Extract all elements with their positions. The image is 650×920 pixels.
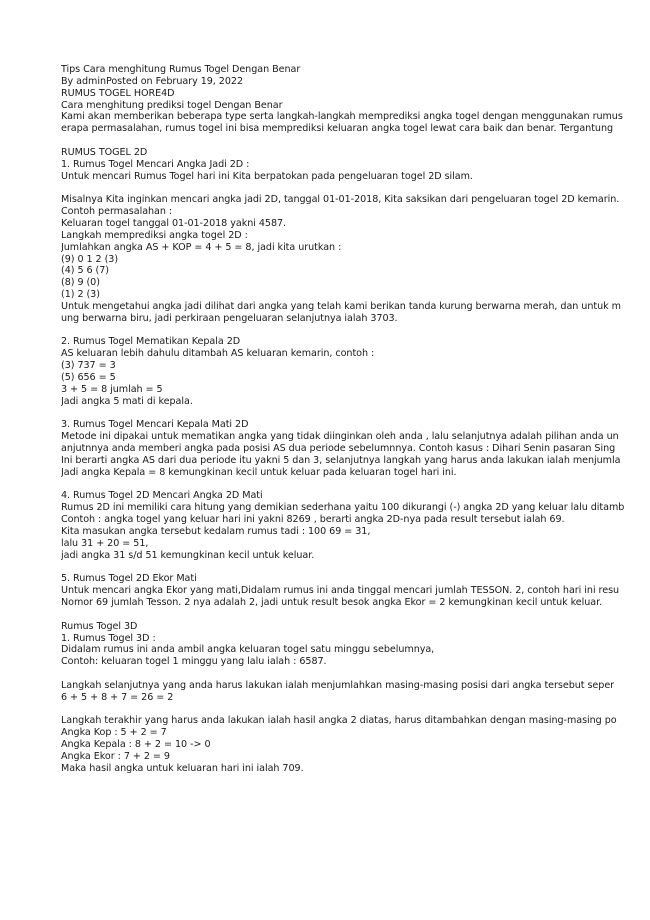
body-line: Misalnya Kita inginkan mencari angka jadi 2D, tanggal 01-01-2018, Kita saksikan dari pengeluaran togel 2D kemarin. [61,194,620,206]
subsection-title: 4. Rumus Togel 2D Mencari Angka 2D Mati [61,490,263,502]
body-line: AS keluaran lebih dahulu ditambah AS keluaran kemarin, contoh : [61,348,375,360]
body-line: jadi angka 31 s/d 51 kemungkinan kecil untuk keluar. [61,549,315,561]
body-line: Contoh permasalahan : [61,206,173,218]
body-line: Didalam rumus ini anda ambil angka keluaran togel satu minggu sebelumnya, [61,644,435,656]
subsection-title: 1. Rumus Togel Mencari Angka Jadi 2D : [61,158,250,170]
subsection-title: 1. Rumus Togel 3D : [61,632,156,644]
body-line: (5) 656 = 5 [61,371,116,383]
subtitle: Cara menghitung prediksi togel Dengan Benar [61,99,283,111]
body-line: Kita masukan angka tersebut kedalam rumus tadi : 100 69 = 31, [61,525,371,537]
body-line: anjutnnya anda memberi angka pada posisi AS dua periode sebelumnnya. Contoh kasus : Dihari Senin pasaran Sing [61,443,616,454]
body-line: Angka Kepala : 8 + 2 = 10 -> 0 [61,739,211,751]
body-line: Langkah terakhir yang harus anda lakukan ialah hasil angka 2 diatas, harus ditambahkan dengan masing-masing po [61,715,617,727]
body-line: Contoh: keluaran togel 1 minggu yang lalu ialah : 6587. [61,656,327,668]
body-line: Maka hasil angka untuk keluaran hari ini ialah 709. [61,762,304,774]
body-line: Untuk mencari angka Ekor yang mati,Didalam rumus ini anda tinggal mencari jumlah TESSON. 2, contoh hari ini resu [61,585,620,597]
body-line: (1) 2 (3) [61,289,100,301]
article-title: Tips Cara menghitung Rumus Togel Dengan Benar [61,64,301,75]
intro-line: Kami akan memberikan beberapa type serta langkah-langkah memprediksi angka togel dengan menggunakan rumus [61,111,623,123]
body-line: Contoh : angka togel yang keluar hari ini yakni 8269 , berarti angka 2D-nya pada result tersebut ialah 69. [61,514,565,526]
body-line: (8) 9 (0) [61,277,100,289]
body-line: (3) 737 = 3 [61,360,116,372]
subsection-title: 2. Rumus Togel Mematikan Kepala 2D [61,336,241,348]
body-line: Untuk mengetahui angka jadi dilihat dari angka yang telah kami berikan tanda kurung berwarna merah, dan untuk m [61,300,621,312]
section-heading-3d: Rumus Togel 3D [61,620,138,632]
subsection-title: 5. Rumus Togel 2D Ekor Mati [61,573,197,585]
body-line: Angka Ekor : 7 + 2 = 9 [61,750,170,762]
intro-line: erapa permasalahan, rumus togel ini bisa memprediksi keluaran angka togel lewat cara baik dan benar. Tergantung [61,123,614,135]
body-line: Rumus 2D ini memiliki cara hitung yang demikian sederhana yaitu 100 dikurangi (-) angka 2D yang keluar lalu ditamb [61,502,625,514]
body-line: Angka Kop : 5 + 2 = 7 [61,727,167,739]
body-line: lalu 31 + 20 = 51, [61,537,149,549]
body-line: Keluaran togel tanggal 01-01-2018 yakni 4587. [61,217,287,229]
document-body [61,64,650,775]
body-line: Jadi angka 5 mati di kepala. [61,395,193,407]
body-line: ung berwarna biru, jadi perkiraan pengeluaran selanjutnya ialah 3703. [61,312,398,324]
subsection-title: 3. Rumus Togel Mencari Kepala Mati 2D [61,419,249,431]
body-line: Ini berarti angka AS dari dua periode itu yakni 5 dan 3, selanjutnya langkah yang harus anda lakukan ialah menjumla [61,454,621,466]
body-line: Untuk mencari Rumus Togel hari ini Kita berpatokan pada pengeluaran togel 2D silam. [61,170,473,182]
body-line: Langkah selanjutnya yang anda harus lakukan ialah menjumlahkan masing-masing posisi dari angka tersebut seper [61,679,615,691]
site-name: RUMUS TOGEL HORE4D [61,87,175,99]
body-line: Jumlahkan angka AS + KOP = 4 + 5 = 8, jadi kita urutkan : [61,241,342,253]
body-line: (4) 5 6 (7) [61,265,109,277]
body-line: Langkah memprediksi angka togel 2D : [61,229,248,241]
body-line: 3 + 5 = 8 jumlah = 5 [61,383,163,395]
byline: By adminPosted on February 19, 2022 [61,75,244,87]
section-heading-2d: RUMUS TOGEL 2D [61,146,148,158]
body-line: Metode ini dipakai untuk mematikan angka yang tidak diinginkan oleh anda , lalu selanjutnya adalah pilihan anda un [61,431,619,443]
body-line: Nomor 69 jumlah Tesson. 2 nya adalah 2, jadi untuk result besok angka Ekor = 2 kemungkinan kecil untuk keluar. [61,596,603,608]
body-line: 6 + 5 + 8 + 7 = 26 = 2 [61,691,174,703]
body-line: Jadi angka Kepala = 8 kemungkinan kecil untuk keluar pada keluaran togel hari ini. [61,466,457,478]
body-line: (9) 0 1 2 (3) [61,253,119,265]
